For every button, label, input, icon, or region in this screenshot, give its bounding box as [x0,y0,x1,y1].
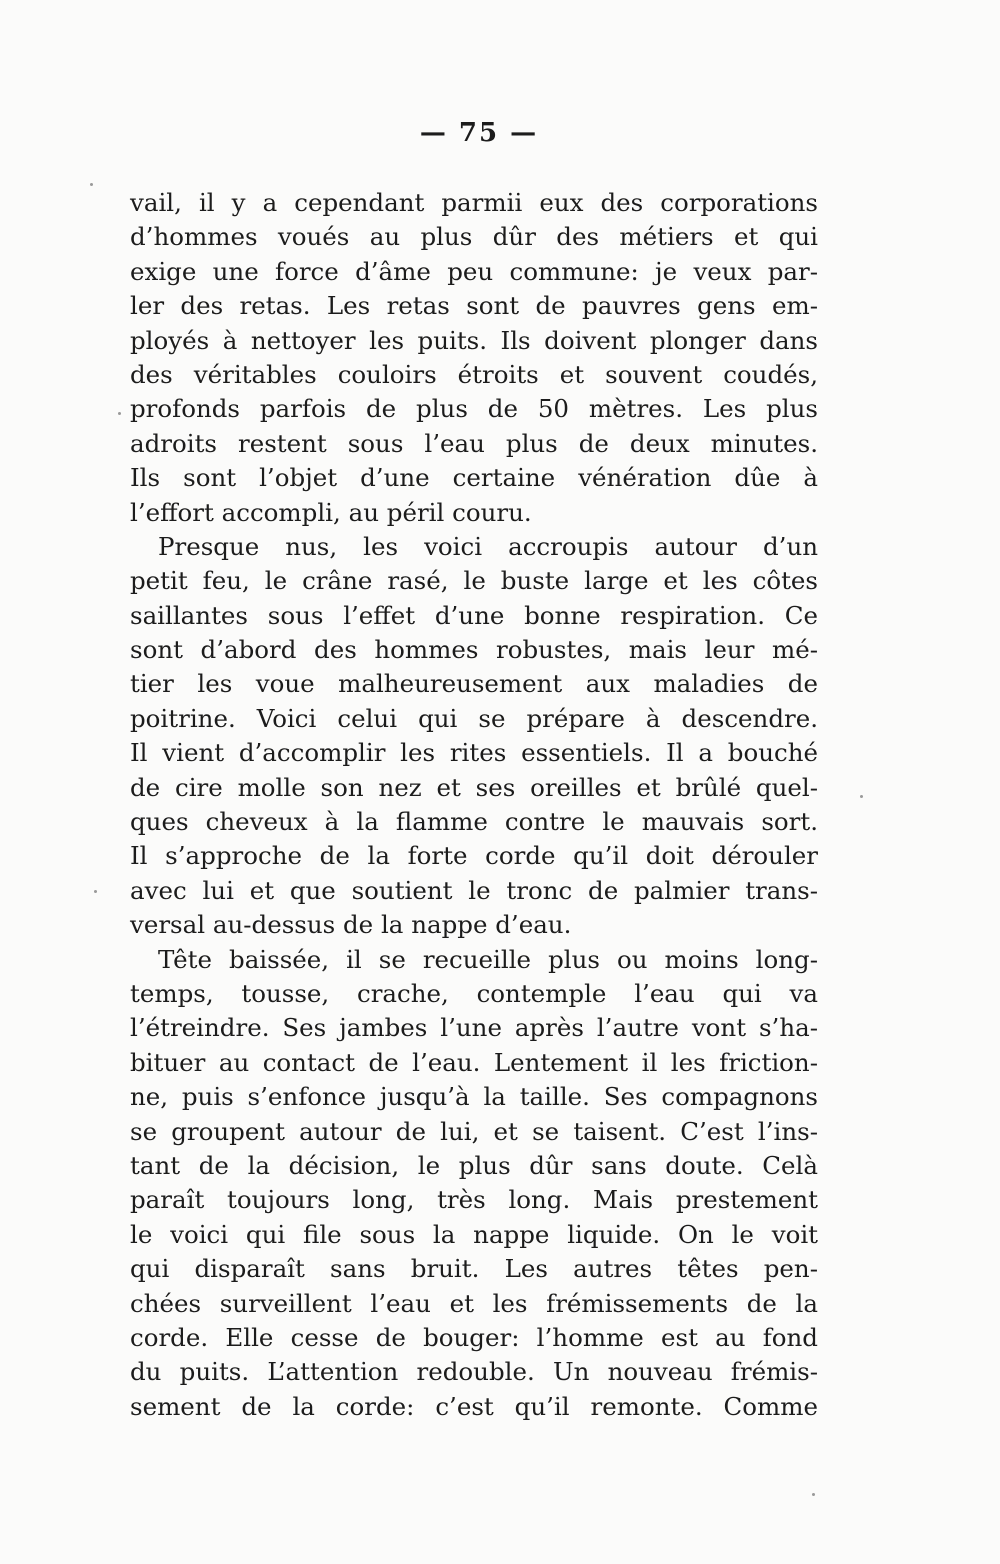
text-line: profonds parfois de plus de 50 mètres. Les plus [130,394,818,424]
text-line: de cire molle son nez et ses oreilles et brûlé quel- [130,772,818,802]
text-line: ques cheveux à la flamme contre le mauvais sort. [130,807,818,837]
text-line: bituer au contact de l’eau. Lentement il les friction- [130,1047,818,1077]
scan-speck [90,183,93,186]
text-line: qui disparaît sans bruit. Les autres têtes pen- [130,1254,818,1284]
text-line: d’hommes voués au plus dûr des métiers et qui [130,222,818,252]
text-line: ployés à nettoyer les puits. Ils doivent plonger dans [130,325,818,355]
text-line: ler des retas. Les retas sont de pauvres gens em- [130,291,818,321]
text-line: Il vient d’accomplir les rites essentiels. Il a bouché [130,738,818,768]
scan-speck [94,890,97,893]
text-line: le voici qui file sous la nappe liquide. On le voit [130,1219,818,1249]
page-number: — 75 — [419,118,539,148]
text-line: versal au-dessus de la nappe d’eau. [130,910,572,940]
text-line: Presque nus, les voici accroupis autour d’un [158,531,818,561]
text-line: des véritables couloirs étroits et souvent coudés, [130,359,818,389]
text-line: tant de la décision, le plus dûr sans doute. Celà [130,1150,818,1180]
text-line: l’effort accompli, au péril couru. [130,497,532,527]
text-line: poitrine. Voici celui qui se prépare à descendre. [130,703,818,733]
text-line: adroits restent sous l’eau plus de deux minutes. [130,428,818,458]
text-line: du puits. L’attention redouble. Un nouveau frémis- [130,1357,818,1387]
text-line: chées surveillent l’eau et les frémissements de la [130,1288,818,1318]
text-line: vail, il y a cependant parmii eux des corporations [130,188,818,217]
scan-speck [812,1493,815,1496]
text-line: Ils sont l’objet d’une certaine vénération dûe à [130,463,818,493]
text-line: sement de la corde: c’est qu’il remonte. Comme [130,1391,818,1421]
paragraph-1 [130,186,818,530]
text-line: Il s’approche de la forte corde qu’il doit dérouler [130,841,818,871]
text-line: temps, tousse, crache, contemple l’eau qui va [130,978,818,1008]
text-line: l’étreindre. Ses jambes l’une après l’autre vont s’ha- [130,1013,818,1043]
scan-speck [118,412,121,415]
text-line: avec lui et que soutient le tronc de palmier trans- [130,875,818,905]
text-line: paraît toujours long, très long. Mais prestement [130,1185,818,1215]
paragraph-2 [130,530,818,943]
text-line: sont d’abord des hommes robustes, mais leur mé- [130,635,818,665]
text-line: corde. Elle cesse de bouger: l’homme est au fond [130,1322,818,1352]
text-line: saillantes sous l’effet d’une bonne respiration. Ce [130,600,818,630]
text-line: ne, puis s’enfonce jusqu’à la taille. Ses compagnons [130,1082,818,1112]
text-line: Tête baissée, il se recueille plus ou moins long- [158,944,818,974]
text-line: se groupent autour de lui, et se taisent. C’est l’ins- [130,1116,818,1146]
body-text [130,186,818,1424]
text-line: petit feu, le crâne rasé, le buste large et les côtes [130,566,818,596]
paragraph-3 [130,943,818,1424]
text-line: tier les voue malheureusement aux maladies de [130,669,818,699]
text-line: exige une force d’âme peu commune: je veux par- [130,256,818,286]
scan-speck [860,795,863,798]
